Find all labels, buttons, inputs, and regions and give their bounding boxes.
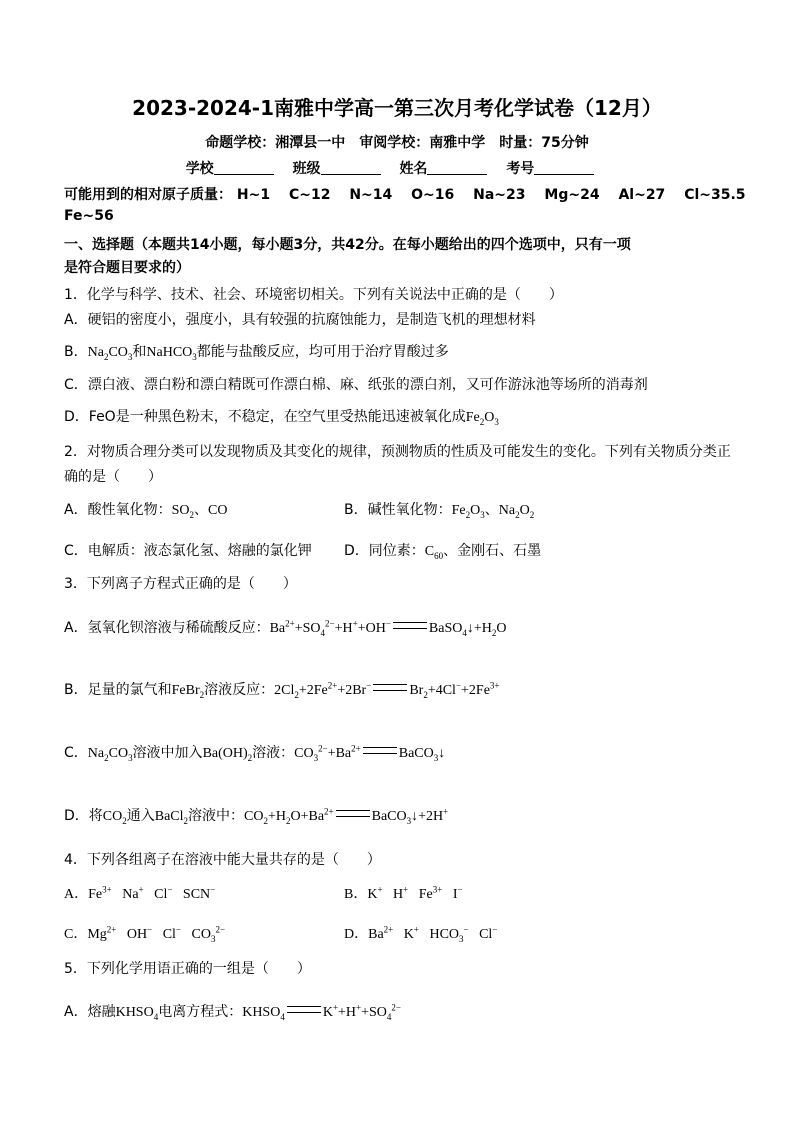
student-info-line	[0, 158, 794, 178]
q3-option-c: C．$Na_2CO_3$溶液中加入$Ba(OH)_2$溶液：$CO_3^{2-}+Ba^{2+}$ BaCO$_3$↓	[64, 743, 446, 763]
q1-option-a: A．硬铝的密度小，强度小，具有较强的抗腐蚀能力，是制造飞机的理想材料	[64, 312, 536, 328]
exam-no-label: 考号	[506, 161, 535, 177]
q4-option-b: B．K+ H+ $Fe^{3+}$ I−	[344, 884, 463, 902]
atomic-mass-item: Na~23	[473, 187, 526, 203]
atomic-mass-item: Mg~24	[544, 187, 600, 203]
q2-option-b: B．碱性氧化物：$Fe_2O_3$、$Na_2O_2$	[344, 502, 535, 520]
atomic-mass-item: O~16	[411, 187, 455, 203]
atomic-mass-item: Cl~35.5	[684, 187, 746, 203]
atomic-mass-extra: Fe~56	[64, 208, 114, 224]
q3-option-a: A．氢氧化钡溶液与稀硫酸反应：$Ba^{2+}+SO_4^{2-}+H^++OH^-$ $BaSO_4↓+H_2O$	[64, 618, 507, 638]
class-label: 班级	[292, 161, 321, 177]
q1-stem: 1．化学与科学、技术、社会、环境密切相关。下列有关说法中正确的是（ ）	[64, 287, 563, 303]
q2-option-c: C．电解质：液态氯化氢、熔融的氯化钾	[64, 543, 312, 559]
name-field[interactable]	[427, 160, 487, 175]
q4-option-d: D．$Ba^{2+}$ K+ $HCO_3^-$ Cl−	[344, 924, 498, 944]
q4-stem: 4．下列各组离子在溶液中能大量共存的是（ ）	[64, 852, 381, 868]
atomic-mass-line	[64, 184, 744, 204]
exam-no-field[interactable]	[534, 160, 594, 175]
q2-stem: 2．对物质合理分类可以发现物质及其变化的规律，预测物质的性质及可能发生的变化。下列有关物质分类正	[64, 444, 731, 460]
atomic-mass-item: C~12	[288, 187, 331, 203]
q3-option-b: B．足量的氯气和FeBr$_2$溶液反应：$2Cl_2+2Fe^{2+}+2Br^-$ $Br_2+4Cl^-+2Fe^{3+}$	[64, 680, 500, 700]
exam-meta-line: 命题学校：湘潭县一中 审阅学校：南雅中学 时量：75分钟	[205, 135, 589, 151]
school-label: 学校	[185, 161, 214, 177]
atomic-mass-label: 可能用到的相对原子质量：	[64, 187, 232, 203]
atomic-mass-item: Al~27	[618, 187, 666, 203]
q1-option-d: D．FeO是一种黑色粉末，不稳定，在空气里受热能迅速被氧化成$Fe_2O_3$	[64, 409, 499, 427]
q5-option-a: A．熔融$KHSO_4$电离方程式：$KHSO_4$ $K^++H^++SO_4^{2-}$	[64, 1002, 401, 1022]
q3-option-d: D．将$CO_2$通入BaCl$_2$溶液中：$CO_2+H_2O+Ba^{2+}$ BaCO$_3$↓+2H+	[64, 806, 449, 826]
q2-option-a: A．酸性氧化物：$SO_2$、CO	[64, 502, 228, 520]
atomic-mass-item: H~1	[236, 187, 271, 203]
section-heading: 一、选择题（本题共14小题，每小题3分，共42分。在每小题给出的四个选项中，只有一项	[64, 237, 631, 253]
name-label: 姓名	[399, 161, 428, 177]
q3-stem: 3．下列离子方程式正确的是（ ）	[64, 576, 297, 592]
atomic-mass-item: N~14	[349, 187, 393, 203]
q1-option-b: B．$Na_2CO_3$和NaHCO$_3$都能与盐酸反应，均可用于治疗胃酸过多	[64, 344, 449, 362]
page-title: 2023-2024-1南雅中学高一第三次月考化学试卷（12月）	[132, 96, 662, 120]
q1-option-c: C．漂白液、漂白粉和漂白精既可作漂白棉、麻、纸张的漂白剂，又可作游泳池等场所的消毒剂	[64, 377, 648, 393]
q2-stem-cont: 确的是（ ）	[64, 469, 162, 485]
q5-stem: 5．下列化学用语正确的一组是（ ）	[64, 961, 311, 977]
q2-option-d: D．同位素：$C_{60}$、金刚石、石墨	[344, 543, 542, 561]
school-field[interactable]	[214, 160, 274, 175]
section-heading-cont: 是符合题目要求的）	[64, 260, 190, 276]
class-field[interactable]	[321, 160, 381, 175]
q4-option-a: A．$Fe^{3+}$ Na+ Cl− SCN−	[64, 884, 216, 902]
q4-option-c: C．$Mg^{2+}$ OH− Cl− $CO_3^{2-}$	[64, 924, 226, 944]
